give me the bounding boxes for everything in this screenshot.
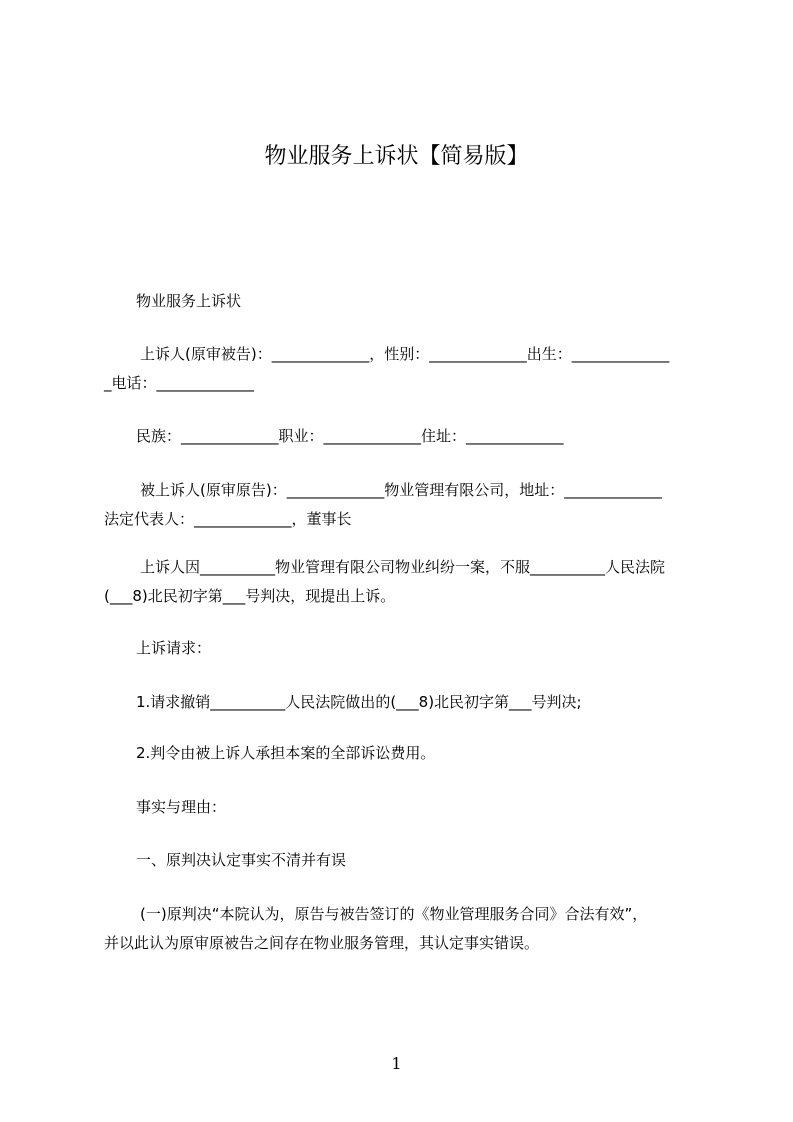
section-heading-1-text: 一、原判决认定事实不清并有误 (136, 851, 347, 869)
request-heading (104, 634, 704, 663)
appellee-info (104, 476, 704, 534)
section-heading-1 (104, 846, 704, 875)
ethnicity-info (104, 422, 704, 451)
cause-line-2: (___8)北民初字第___号判决，现提出上诉。 (104, 587, 396, 605)
subsection-1 (104, 900, 704, 958)
subsection-1-line-1: (一)原判决“本院认为，原告与被告签订的《物业管理服务合同》合法有效”， (140, 905, 648, 923)
document-heading (104, 287, 704, 316)
appellee-line-2: 法定代表人：_____________，董事长 (104, 510, 352, 528)
heading-text: 物业服务上诉状 (136, 292, 242, 310)
appellant-info (104, 340, 704, 398)
facts-heading (104, 793, 704, 822)
subsection-1-line-2: 并以此认为原审原被告之间存在物业服务管理，其认定事实错误。 (104, 934, 540, 952)
request-item-1 (104, 688, 704, 717)
page-number: 1 (391, 1054, 402, 1073)
document-title: 物业服务上诉状【简易版】 (264, 144, 529, 169)
ethnicity-line: 民族：_____________职业：_____________住址：_____________ (136, 427, 564, 445)
cause-paragraph (104, 553, 704, 611)
cause-line-1: 上诉人因__________物业管理有限公司物业纠纷一案，不服__________人民法院 (140, 558, 666, 576)
request-item-2-text: 2.判令由被上诉人承担本案的全部诉讼费用。 (136, 744, 436, 762)
appellant-line-1: 上诉人(原审被告)：_____________，性别：_____________出生：_____________ (140, 345, 670, 363)
facts-heading-text: 事实与理由： (136, 798, 227, 816)
request-heading-text: 上诉请求： (136, 639, 212, 657)
request-item-2 (104, 739, 704, 768)
appellee-line-1: 被上诉人(原审原告)：_____________物业管理有限公司，地址：_____________ (140, 481, 662, 499)
request-item-1-text: 1.请求撤销__________人民法院做出的(___8)北民初字第___号判决; (136, 693, 582, 711)
appellant-line-2: _电话：_____________ (104, 374, 255, 392)
